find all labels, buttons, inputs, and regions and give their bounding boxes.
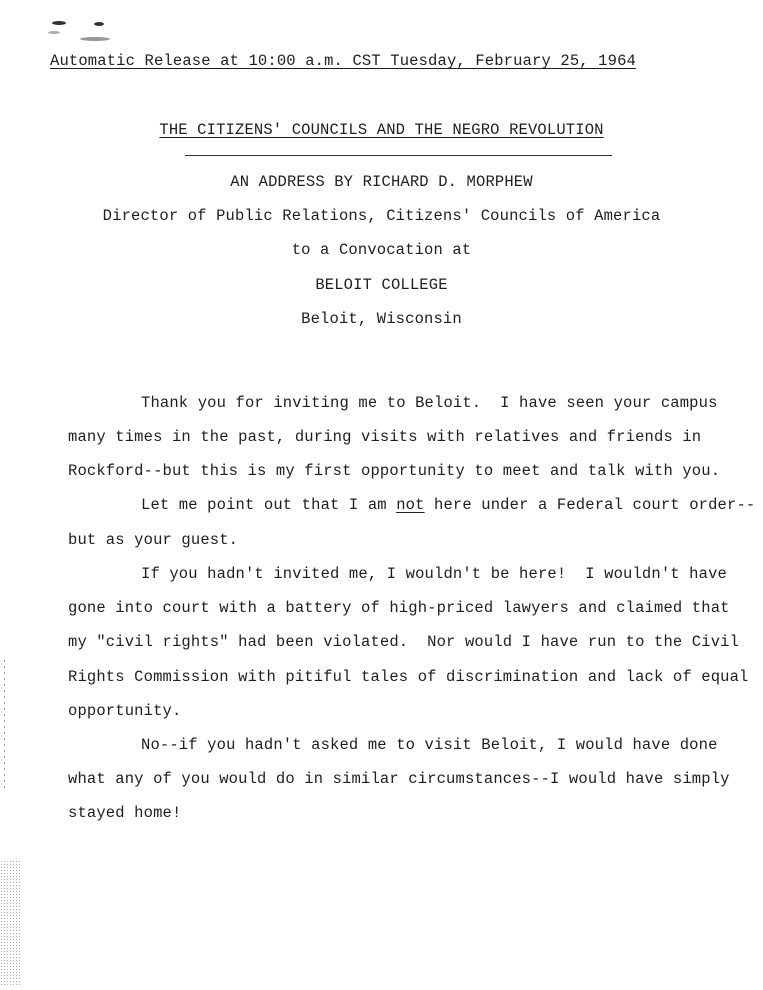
body-line: No--if you hadn't asked me to visit Beloit, I would have done <box>141 736 718 754</box>
body-line: Rights Commission with pitiful tales of discrimination and lack of equal <box>68 668 749 686</box>
emphasis-not: not <box>396 496 425 514</box>
position-line: Director of Public Relations, Citizens' Councils of America <box>102 207 661 225</box>
body-text: here under a Federal court order-- <box>424 496 756 514</box>
college-line: BELOIT COLLEGE <box>315 276 448 294</box>
convocation-line: to a Convocation at <box>291 241 472 259</box>
body-line: many times in the past, during visits with relatives and friends in <box>68 428 702 446</box>
title-rule <box>185 155 612 156</box>
ink-smudge <box>52 21 66 25</box>
body-line: stayed home! <box>68 804 182 822</box>
body-line: what any of you would do in similar circumstances--I would have simply <box>68 770 730 788</box>
ink-smudge <box>80 37 110 41</box>
edge-speckle <box>0 860 22 985</box>
margin-mark <box>4 660 5 790</box>
body-line: gone into court with a battery of high-priced lawyers and claimed that <box>68 599 730 617</box>
ink-smudge <box>94 22 104 26</box>
release-line: Automatic Release at 10:00 a.m. CST Tuesday, February 25, 1964 <box>50 52 636 70</box>
body-line: opportunity. <box>68 702 182 720</box>
body-line: but as your guest. <box>68 531 239 549</box>
ink-smudge <box>48 31 60 34</box>
page-title: THE CITIZENS' COUNCILS AND THE NEGRO REVOLUTION <box>159 121 604 139</box>
location-line: Beloit, Wisconsin <box>301 310 462 328</box>
body-line <box>141 496 755 514</box>
body-text: Let me point out that I am <box>141 496 397 514</box>
body-line: If you hadn't invited me, I wouldn't be here! I wouldn't have <box>141 565 727 583</box>
body-line: Rockford--but this is my first opportunity to meet and talk with you. <box>68 462 721 480</box>
body-line: Thank you for inviting me to Beloit. I have seen your campus <box>141 394 718 412</box>
address-line: AN ADDRESS BY RICHARD D. MORPHEW <box>230 173 533 191</box>
body-line: my "civil rights" had been violated. Nor would I have run to the Civil <box>68 633 740 651</box>
